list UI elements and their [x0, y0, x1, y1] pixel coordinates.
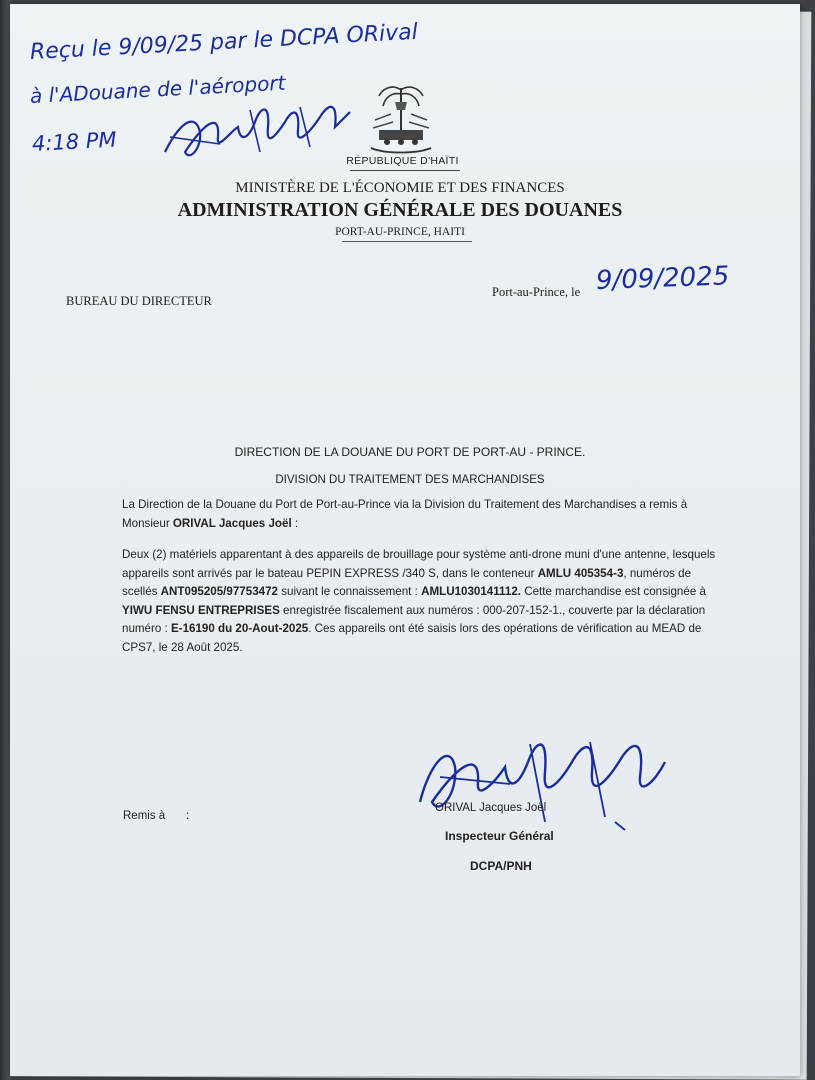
- paragraph-goods: [122, 546, 720, 657]
- handwritten-note-line2: à l'ADouane de l'aéroport: [29, 70, 286, 108]
- city-label: PORT-AU-PRINCE, HAITI: [335, 226, 465, 238]
- handwritten-signature-bottom: [410, 722, 670, 842]
- consignee-name: YIWU FENSU ENTREPRISES: [122, 603, 280, 617]
- signatory-title: Inspecteur Général: [445, 829, 554, 843]
- paragraph-recipient: [122, 496, 720, 533]
- date-prefix: Port-au-Prince, le: [492, 285, 581, 299]
- paragraph-recipient-text: La Direction de la Douane du Port de Port-au-Prince via la Division du Traitement des Marchandises a remis à Monsieur: [122, 498, 688, 530]
- city-underline: [342, 241, 472, 242]
- document-page: [10, 4, 800, 1076]
- signatory-name: ORIVAL Jacques Joël: [435, 802, 547, 814]
- signatory-unit: DCPA/PNH: [470, 859, 532, 873]
- handwritten-signature-top: [160, 92, 360, 172]
- coat-of-arms-emblem: [365, 80, 437, 158]
- handwritten-date: 9/09/2025: [595, 261, 730, 296]
- ministry-title: MINISTÈRE DE L'ÉCONOMIE ET DES FINANCES: [235, 180, 565, 196]
- goods-text-e: enregistrée fiscalement aux numéros : 000-207-152-1., couverte par la déclaration numéro :: [122, 603, 706, 635]
- goods-text-a: Deux (2) matériels apparentant à des appareils de brouillage pour système anti-drone muni d'une antenne, lesquels appareils sont arrivés par le bateau PEPIN EXPRESS /340 S, dans le conteneur: [122, 548, 716, 580]
- goods-text-d: Cette marchandise est consignée à: [520, 585, 706, 598]
- administration-title: ADMINISTRATION GÉNÉRALE DES DOUANES: [177, 199, 623, 221]
- handwritten-note-line1: Reçu le 9/09/25 par le DCPA ORival: [29, 19, 419, 65]
- office-label: BUREAU DU DIRECTEUR: [66, 294, 212, 308]
- division-title: DIVISION DU TRAITEMENT DES MARCHANDISES: [275, 474, 545, 486]
- container-number: AMLU 405354-3: [537, 566, 624, 580]
- handwritten-note-time: 4:18 PM: [31, 127, 118, 156]
- republic-label: RÉPUBLIQUE D'HAÏTI: [346, 155, 459, 167]
- goods-text-c: suivant le connaissement :: [278, 585, 422, 598]
- paragraph-recipient-end: :: [291, 516, 299, 530]
- remis-label: Remis à: [123, 810, 166, 822]
- bill-of-lading: AMLU1030141112.: [421, 585, 521, 598]
- seal-numbers: ANT095205/97753472: [160, 585, 278, 598]
- declaration-number: E-16190 du 20-Aout-2025: [170, 622, 309, 635]
- remis-colon: :: [186, 810, 190, 822]
- goods-text-b: , numéros de scellés: [122, 566, 692, 598]
- recipient-name: ORIVAL Jacques Joël: [172, 516, 292, 530]
- republic-underline: [350, 170, 460, 171]
- goods-text-f: . Ces appareils ont été saisis lors des opérations de vérification au MEAD de CPS7, le 28 Août 2025.: [122, 622, 702, 654]
- direction-title: DIRECTION DE LA DOUANE DU PORT DE PORT-AU - PRINCE.: [234, 445, 586, 459]
